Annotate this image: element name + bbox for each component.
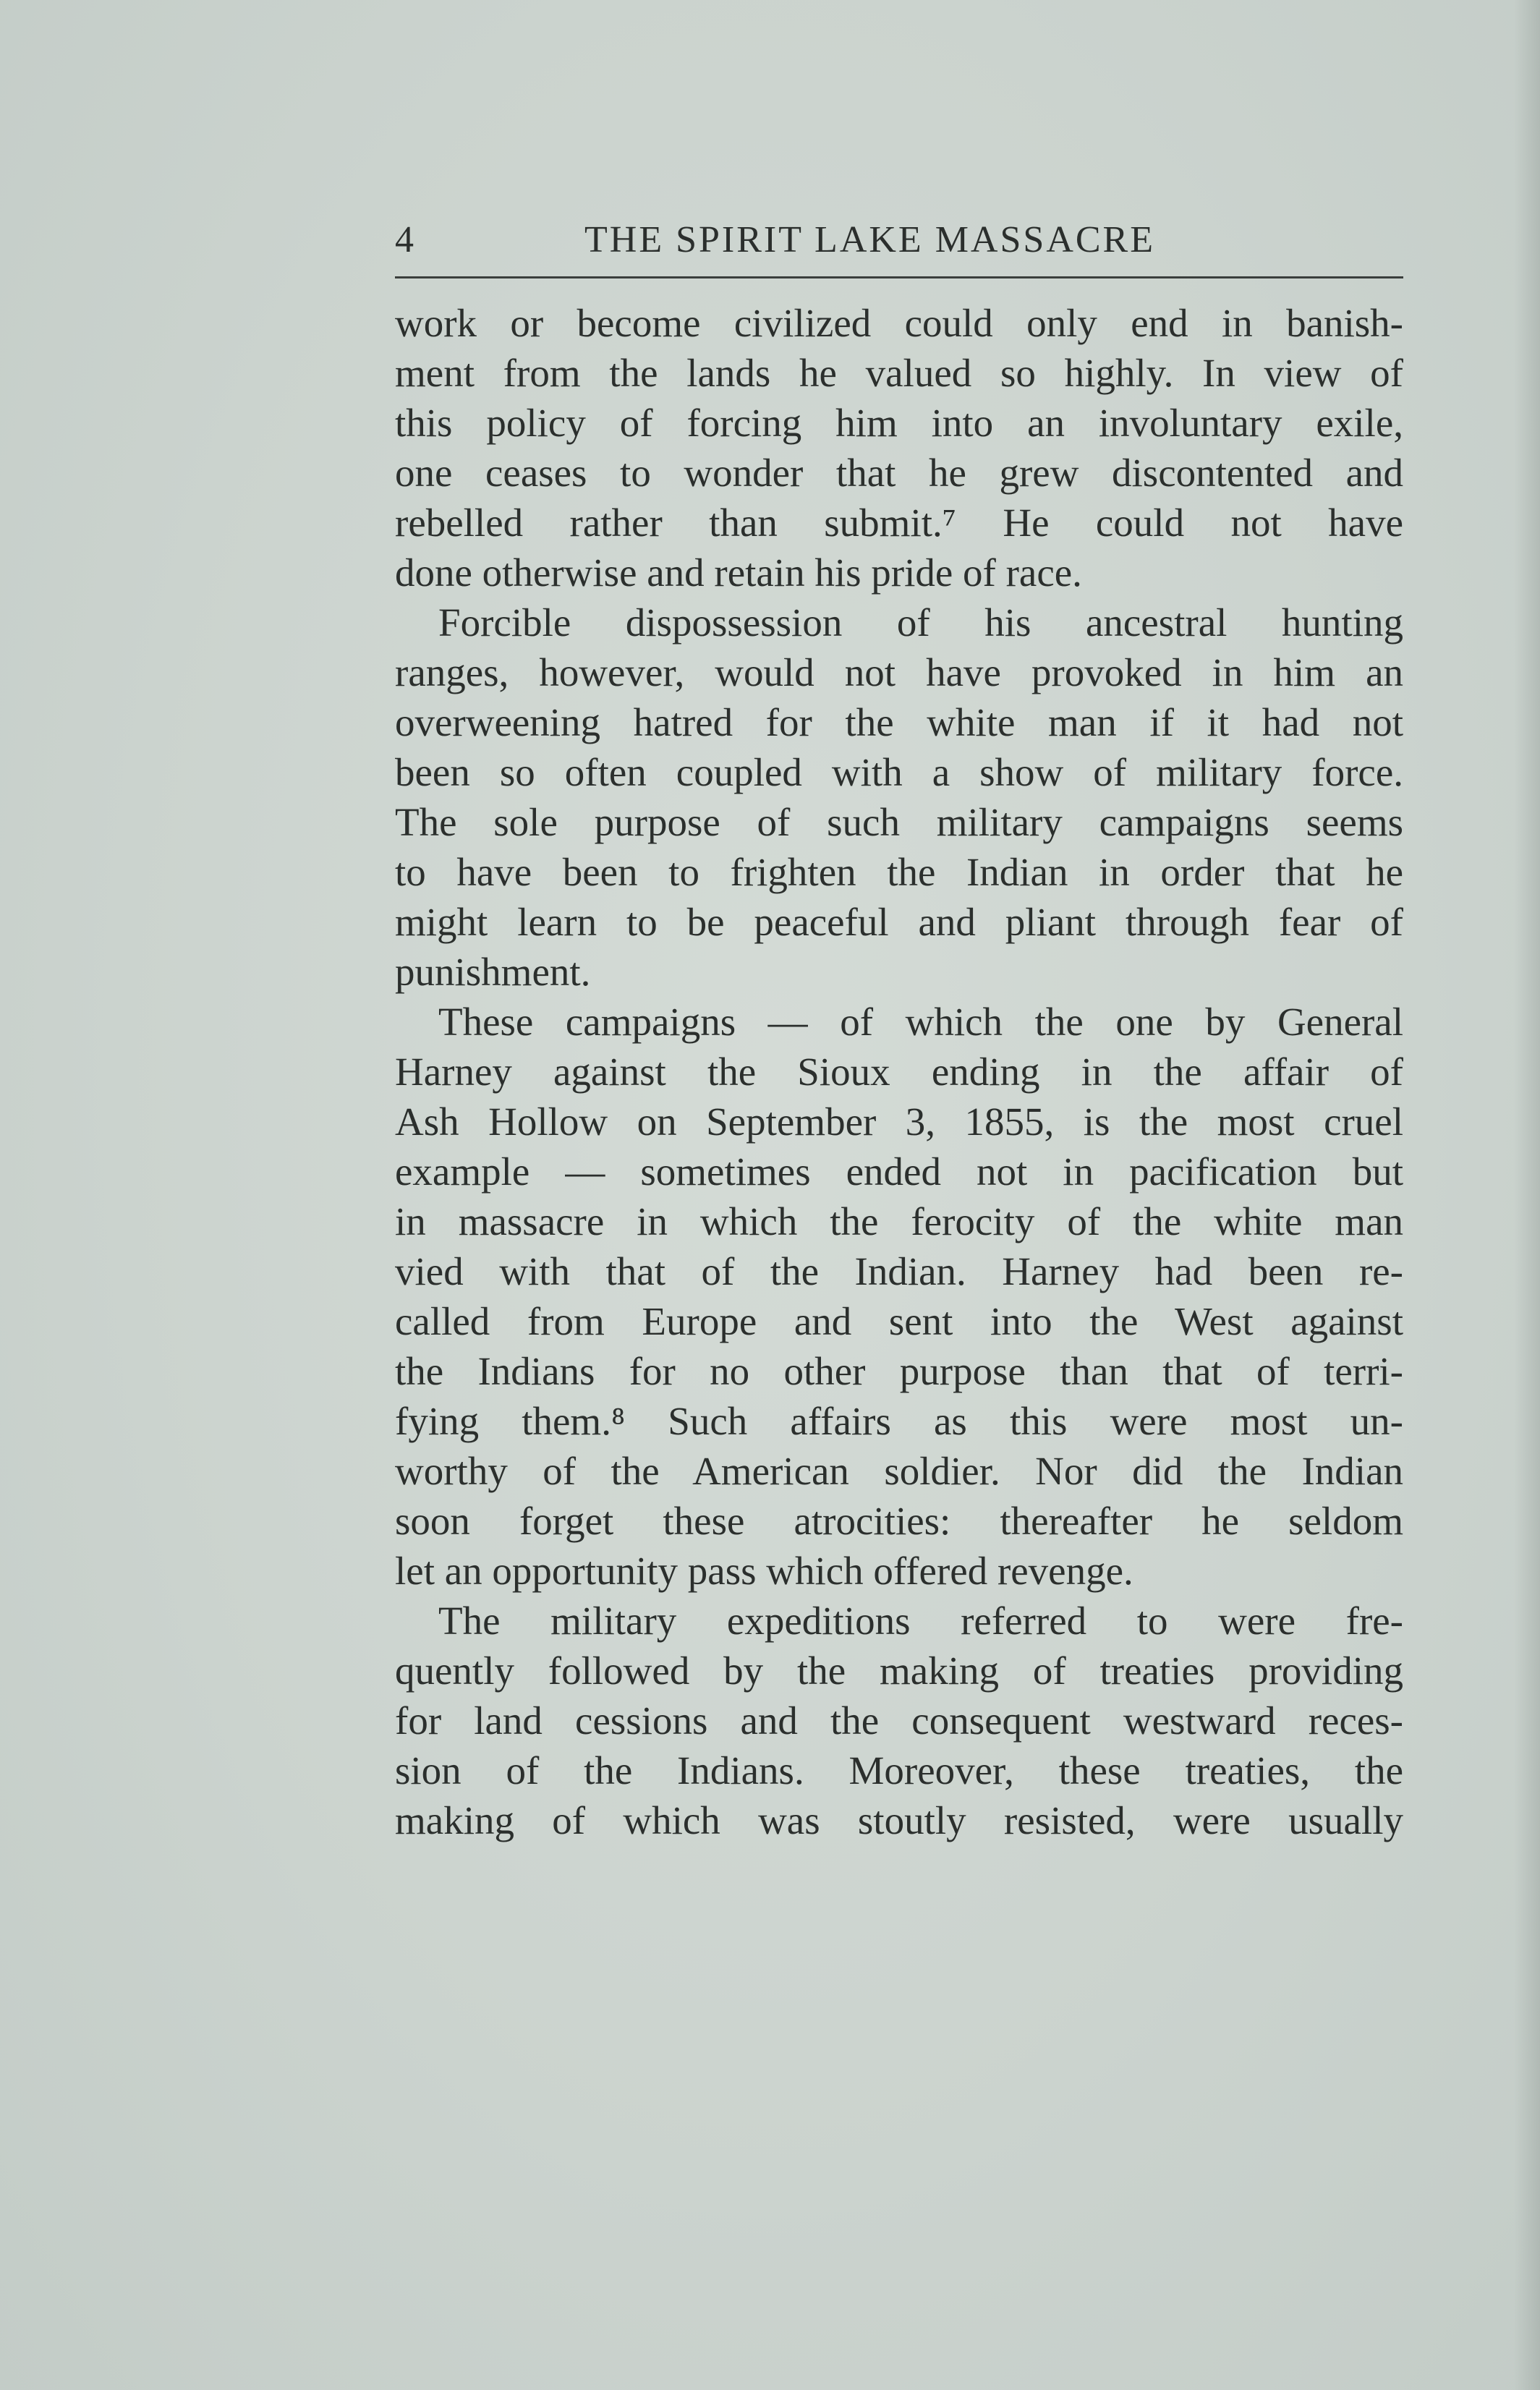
text-line: the Indians for no other purpose than that of terri-: [395, 1349, 1403, 1393]
page-header: [395, 216, 1403, 278]
page-edge-shadow: [1514, 0, 1540, 2390]
text-line: in massacre in which the ferocity of the white man: [395, 1199, 1403, 1243]
text-line: one ceases to wonder that he grew discontented and: [395, 451, 1403, 495]
page-number: 4: [395, 219, 414, 260]
text-line: Harney against the Sioux ending in the affair of: [395, 1050, 1403, 1094]
text-line: work or become civilized could only end in banish-: [395, 301, 1403, 345]
text-line: sion of the Indians. Moreover, these treaties, the: [395, 1748, 1403, 1793]
text-line: example — sometimes ended not in pacification but: [395, 1149, 1403, 1194]
text-line: These campaigns — of which the one by General: [438, 1000, 1403, 1044]
text-line: done otherwise and retain his pride of race.: [395, 550, 1082, 595]
text-line: fying them.⁸ Such affairs as this were most un-: [395, 1399, 1403, 1443]
text-line: soon forget these atrocities: thereafter he seldom: [395, 1499, 1403, 1543]
text-line: might learn to be peaceful and pliant through fear of: [395, 900, 1403, 944]
text-line: Forcible dispossession of his ancestral hunting: [438, 600, 1403, 645]
text-line: vied with that of the Indian. Harney had been re-: [395, 1249, 1403, 1293]
text-line: let an opportunity pass which offered revenge.: [395, 1549, 1133, 1593]
text-line: for land cessions and the consequent westward reces-: [395, 1698, 1403, 1743]
text-line: The sole purpose of such military campaigns seems: [395, 800, 1403, 844]
running-title: THE SPIRIT LAKE MASSACRE: [584, 219, 1156, 260]
text-line: this policy of forcing him into an involuntary exile,: [395, 401, 1403, 445]
text-line: overweening hatred for the white man if it had not: [395, 700, 1403, 744]
text-line: making of which was stoutly resisted, were usually: [395, 1798, 1403, 1842]
text-line: The military expeditions referred to were fre-: [438, 1599, 1403, 1643]
body-text: [395, 298, 1403, 1845]
text-line: punishment.: [395, 950, 591, 994]
text-line: ranges, however, would not have provoked in him an: [395, 650, 1403, 694]
text-line: been so often coupled with a show of military force.: [395, 750, 1403, 794]
text-line: called from Europe and sent into the West against: [395, 1299, 1403, 1343]
text-line: rebelled rather than submit.⁷ He could not have: [395, 501, 1403, 545]
text-line: quently followed by the making of treaties providing: [395, 1649, 1403, 1693]
text-line: Ash Hollow on September 3, 1855, is the most cruel: [395, 1100, 1403, 1144]
text-line: ment from the lands he valued so highly. In view of: [395, 351, 1403, 395]
text-line: to have been to frighten the Indian in order that he: [395, 850, 1403, 894]
text-line: worthy of the American soldier. Nor did the Indian: [395, 1449, 1403, 1493]
